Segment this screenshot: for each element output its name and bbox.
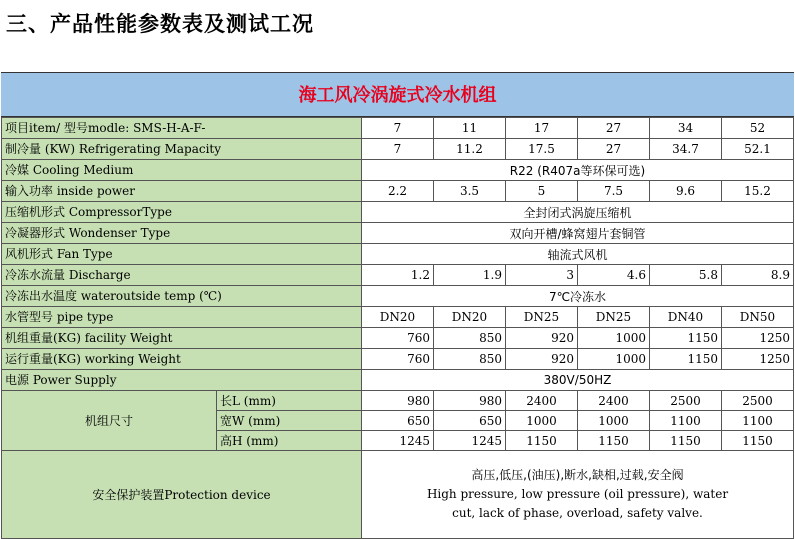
model-row-value: 17 bbox=[506, 118, 578, 139]
table-banner bbox=[1, 72, 794, 117]
banner-title: 海工风冷涡旋式冷水机组 bbox=[298, 85, 497, 106]
model-row-value: 11 bbox=[434, 118, 506, 139]
outlet-temp-row-value: 7℃冷冻水 bbox=[362, 286, 794, 307]
outlet-temp-row bbox=[2, 286, 794, 307]
discharge-row-value: 4.6 bbox=[578, 265, 650, 286]
fan-row-label: 风机形式 Fan Type bbox=[2, 244, 362, 265]
dimension-value: 2500 bbox=[650, 391, 722, 411]
cooling-capacity-row-label: 制冷量 (KW) Refrigerating Mapacity bbox=[2, 139, 362, 160]
cooling-capacity-row-value: 27 bbox=[578, 139, 650, 160]
model-row-value: 52 bbox=[722, 118, 794, 139]
discharge-row-value: 8.9 bbox=[722, 265, 794, 286]
pipe-row-value: DN25 bbox=[506, 307, 578, 328]
pipe-row-value: DN25 bbox=[578, 307, 650, 328]
pipe-row-label: 水管型号 pipe type bbox=[2, 307, 362, 328]
pipe-row-value: DN40 bbox=[650, 307, 722, 328]
refrigerant-row bbox=[2, 160, 794, 181]
input-power-row-value: 2.2 bbox=[362, 181, 434, 202]
cooling-capacity-row-value: 52.1 bbox=[722, 139, 794, 160]
dimension-sub-label: 宽W (mm) bbox=[217, 411, 362, 431]
model-row bbox=[2, 118, 794, 139]
working-weight-row-value: 850 bbox=[434, 349, 506, 370]
working-weight-row-value: 760 bbox=[362, 349, 434, 370]
model-row-value: 7 bbox=[362, 118, 434, 139]
input-power-row-value: 5 bbox=[506, 181, 578, 202]
discharge-row-value: 5.8 bbox=[650, 265, 722, 286]
condenser-row bbox=[2, 223, 794, 244]
discharge-row-label: 冷冻水流量 Discharge bbox=[2, 265, 362, 286]
dimension-value: 1150 bbox=[650, 431, 722, 451]
compressor-row bbox=[2, 202, 794, 223]
input-power-row-value: 7.5 bbox=[578, 181, 650, 202]
input-power-row-value: 15.2 bbox=[722, 181, 794, 202]
pipe-row bbox=[2, 307, 794, 328]
facility-weight-row-value: 850 bbox=[434, 328, 506, 349]
fan-row bbox=[2, 244, 794, 265]
dimension-sub-label: 长L (mm) bbox=[217, 391, 362, 411]
dimension-value: 1245 bbox=[434, 431, 506, 451]
input-power-row-label: 输入功率 inside power bbox=[2, 181, 362, 202]
dimension-value: 650 bbox=[434, 411, 506, 431]
model-row-label: 项目item/ 型号modle: SMS-H-A-F- bbox=[2, 118, 362, 139]
cooling-capacity-row-value: 17.5 bbox=[506, 139, 578, 160]
pipe-row-value: DN20 bbox=[434, 307, 506, 328]
facility-weight-row-value: 1150 bbox=[650, 328, 722, 349]
dimension-value: 650 bbox=[362, 411, 434, 431]
dimension-row bbox=[2, 391, 794, 411]
condenser-row-label: 冷凝器形式 Wondenser Type bbox=[2, 223, 362, 244]
dimension-sub-label: 高H (mm) bbox=[217, 431, 362, 451]
power-supply-row bbox=[2, 370, 794, 391]
dimension-value: 2400 bbox=[578, 391, 650, 411]
fan-row-value: 轴流式风机 bbox=[362, 244, 794, 265]
outlet-temp-row-label: 冷冻出水温度 wateroutside temp (℃) bbox=[2, 286, 362, 307]
facility-weight-row-value: 760 bbox=[362, 328, 434, 349]
input-power-row-value: 3.5 bbox=[434, 181, 506, 202]
dimension-value: 1150 bbox=[506, 431, 578, 451]
input-power-row-value: 9.6 bbox=[650, 181, 722, 202]
dimension-value: 1100 bbox=[650, 411, 722, 431]
discharge-row bbox=[2, 265, 794, 286]
dimensions-label: 机组尺寸 bbox=[2, 391, 217, 451]
protection-line: cut, lack of phase, overload, safety valve. bbox=[452, 506, 703, 520]
working-weight-row-value: 920 bbox=[506, 349, 578, 370]
pipe-row-value: DN20 bbox=[362, 307, 434, 328]
input-power-row bbox=[2, 181, 794, 202]
discharge-row-value: 3 bbox=[506, 265, 578, 286]
dimension-value: 1150 bbox=[722, 431, 794, 451]
pipe-row-value: DN50 bbox=[722, 307, 794, 328]
dimension-value: 980 bbox=[362, 391, 434, 411]
section-title: 三、产品性能参数表及测试工况 bbox=[6, 12, 314, 36]
model-row-value: 27 bbox=[578, 118, 650, 139]
cooling-capacity-row-value: 11.2 bbox=[434, 139, 506, 160]
refrigerant-row-label: 冷媒 Cooling Medium bbox=[2, 160, 362, 181]
protection-value bbox=[362, 451, 794, 539]
dimension-value: 1245 bbox=[362, 431, 434, 451]
spec-table bbox=[1, 117, 794, 539]
facility-weight-row-value: 1250 bbox=[722, 328, 794, 349]
dimension-value: 980 bbox=[434, 391, 506, 411]
dimension-value: 1000 bbox=[506, 411, 578, 431]
power-supply-row-label: 电源 Power Supply bbox=[2, 370, 362, 391]
cooling-capacity-row-value: 34.7 bbox=[650, 139, 722, 160]
dimension-value: 1100 bbox=[722, 411, 794, 431]
working-weight-row bbox=[2, 349, 794, 370]
facility-weight-row-label: 机组重量(KG) facility Weight bbox=[2, 328, 362, 349]
facility-weight-row-value: 1000 bbox=[578, 328, 650, 349]
dimension-value: 1150 bbox=[578, 431, 650, 451]
protection-line: High pressure, low pressure (oil pressure), water bbox=[426, 487, 729, 501]
discharge-row-value: 1.2 bbox=[362, 265, 434, 286]
working-weight-row-value: 1150 bbox=[650, 349, 722, 370]
model-row-value: 34 bbox=[650, 118, 722, 139]
dimension-value: 1000 bbox=[578, 411, 650, 431]
protection-line: 高压,低压,(油压),断水,缺相,过载,安全阀 bbox=[471, 468, 684, 482]
cooling-capacity-row bbox=[2, 139, 794, 160]
protection-row bbox=[2, 451, 794, 539]
condenser-row-value: 双向开槽/蜂窝翅片套铜管 bbox=[362, 223, 794, 244]
compressor-row-label: 压缩机形式 CompressorType bbox=[2, 202, 362, 223]
facility-weight-row-value: 920 bbox=[506, 328, 578, 349]
working-weight-row-label: 运行重量(KG) working Weight bbox=[2, 349, 362, 370]
refrigerant-row-value: R22 (R407a等环保可选) bbox=[362, 160, 794, 181]
cooling-capacity-row-value: 7 bbox=[362, 139, 434, 160]
discharge-row-value: 1.9 bbox=[434, 265, 506, 286]
working-weight-row-value: 1250 bbox=[722, 349, 794, 370]
dimension-value: 2500 bbox=[722, 391, 794, 411]
working-weight-row-value: 1000 bbox=[578, 349, 650, 370]
power-supply-row-value: 380V/50HZ bbox=[362, 370, 794, 391]
protection-label: 安全保护装置Protection device bbox=[2, 451, 362, 539]
dimension-value: 2400 bbox=[506, 391, 578, 411]
facility-weight-row bbox=[2, 328, 794, 349]
compressor-row-value: 全封闭式涡旋压缩机 bbox=[362, 202, 794, 223]
